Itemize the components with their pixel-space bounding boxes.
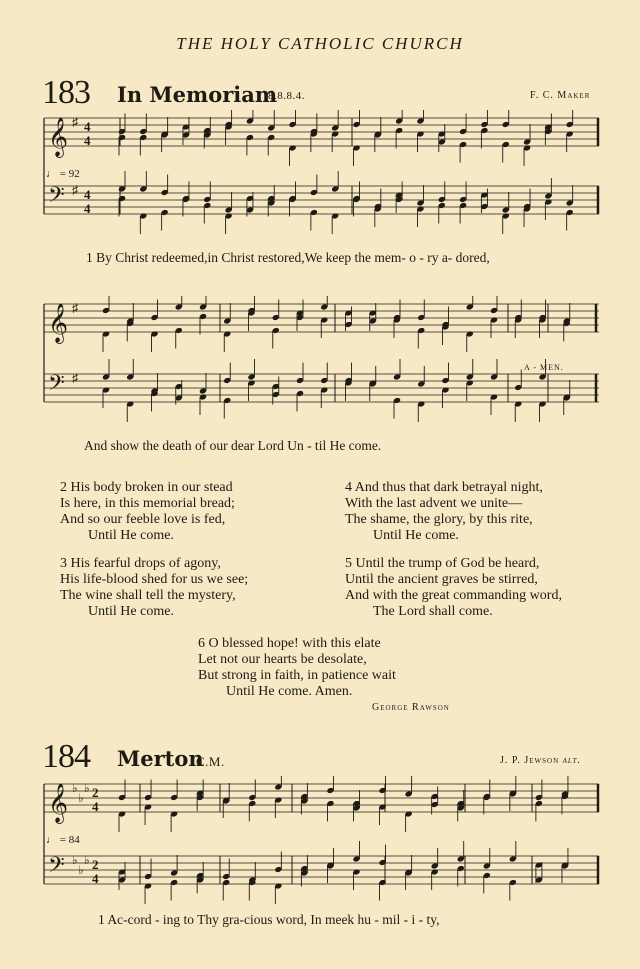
time-signature-top: 2 — [92, 857, 99, 872]
stanza-line: Until He come. — [88, 604, 174, 619]
bass-clef-icon: 𝄢 — [48, 853, 65, 883]
flat-icon: ♭ — [78, 863, 84, 877]
stanza-line: The wine shall tell the mystery, — [60, 588, 236, 603]
stanza-line: 6 O blessed hope! with this elate — [198, 636, 381, 651]
treble-clef-icon: 𝄞 — [48, 303, 69, 343]
stanza-line: The shame, the glory, by this rite, — [345, 512, 533, 527]
meter: 8.8.8.4. — [268, 90, 305, 102]
stanza-line: His life-blood shed for us we see; — [60, 572, 249, 587]
flat-icon: ♭ — [72, 781, 78, 795]
time-signature-top: 4 — [84, 187, 91, 202]
stanza-line: Until He come. — [88, 528, 174, 543]
stanza-line: But strong in faith, in patience wait — [198, 668, 396, 683]
quarter-note-icon: ♩ — [46, 834, 57, 846]
stanza-2 — [60, 480, 235, 544]
stanza-line: Let not our hearts be desolate, — [198, 652, 367, 667]
sharp-icon: ♯ — [72, 183, 78, 197]
stanza-6 — [198, 636, 396, 700]
stanza-3 — [60, 556, 248, 620]
tempo-marking: ♩ = 84 — [46, 834, 80, 846]
stanza-line: Until He come. — [373, 528, 459, 543]
author-credit: George Rawson — [372, 702, 450, 713]
music-system-1 — [40, 110, 605, 260]
music-system-2 — [40, 296, 605, 436]
hymn-number: 183 — [42, 74, 90, 111]
flat-icon: ♭ — [72, 853, 78, 867]
running-head: THE HOLY CATHOLIC CHURCH — [176, 34, 464, 53]
lyric-line: 1 By Christ redeemed,in Christ restored,We keep the mem- o - ry a- dored, — [86, 250, 490, 265]
treble-clef-icon: 𝄞 — [48, 117, 69, 157]
sharp-icon: ♯ — [72, 115, 78, 129]
amen-label: A - MEN. — [524, 363, 564, 372]
tempo-marking: ♩ = 92 — [46, 168, 80, 180]
stanza-line: The Lord shall come. — [373, 604, 493, 619]
bass-clef-icon: 𝄢 — [48, 183, 65, 213]
tune-name: In Memoriam — [117, 82, 278, 107]
hymn-number: 184 — [42, 738, 90, 775]
stanza-line: 3 His fearful drops of agony, — [60, 556, 221, 571]
stanza-line: Until He come. Amen. — [226, 684, 353, 699]
sharp-icon: ♯ — [72, 301, 78, 315]
stanza-line: And with the great commanding word, — [345, 588, 562, 603]
music-system-3 — [40, 776, 605, 916]
time-signature-bottom: 4 — [84, 201, 91, 216]
stanza-line: 4 And thus that dark betrayal night, — [345, 480, 543, 495]
tune-name: Merton — [117, 746, 204, 771]
time-signature-top: 2 — [92, 785, 99, 800]
stanza-line: 5 Until the trump of God be heard, — [345, 556, 540, 571]
stanza-line: Until the ancient graves be stirred, — [345, 572, 538, 587]
meter: C.M. — [196, 754, 225, 769]
time-signature-top: 4 — [84, 119, 91, 134]
treble-clef-icon: 𝄞 — [48, 783, 69, 823]
composer: F. C. Maker — [530, 90, 591, 101]
flat-icon: ♭ — [84, 853, 90, 867]
stanza-line: Is here, in this memorial bread; — [60, 496, 235, 511]
stanza-line: And so our feeble love is fed, — [60, 512, 226, 527]
stanza-line: 2 His body broken in our stead — [60, 480, 233, 495]
flat-icon: ♭ — [84, 781, 90, 795]
stanza-line: With the last advent we unite— — [345, 496, 523, 511]
stanza-4 — [345, 480, 543, 544]
sharp-icon: ♯ — [72, 371, 78, 385]
lyric-line: And show the death of our dear Lord Un - til He come. — [84, 438, 382, 453]
time-signature-bottom: 4 — [92, 871, 99, 886]
composer: J. P. Jewson alt. — [500, 755, 582, 766]
time-signature-bottom: 4 — [92, 799, 99, 814]
flat-icon: ♭ — [78, 791, 84, 805]
lyric-line: 1 Ac-cord - ing to Thy gra-cious word, In meek hu - mil - i - ty, — [98, 912, 440, 927]
quarter-note-icon: ♩ — [46, 168, 57, 180]
stanza-5 — [345, 556, 562, 620]
time-signature-bottom: 4 — [84, 133, 91, 148]
bass-clef-icon: 𝄢 — [48, 371, 65, 401]
